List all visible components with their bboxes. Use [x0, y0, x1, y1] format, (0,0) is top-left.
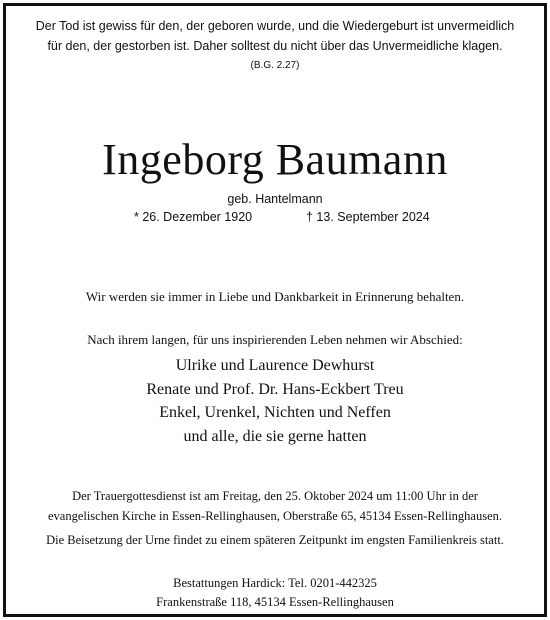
undertaker-info	[6, 574, 544, 612]
birth-date: * 26. Dezember 1920	[134, 210, 253, 224]
mourner-line: Renate und Prof. Dr. Hans-Eckbert Treu	[146, 380, 404, 398]
deceased-name: Ingeborg Baumann	[102, 135, 448, 184]
quote-line-1: Der Tod ist gewiss für den, der geboren wurde, und die Wiedergeburt ist unvermeidlich	[35, 19, 515, 33]
undertaker-line-1: Bestattungen Hardick: Tel. 0201-442325	[173, 576, 377, 590]
service-line-1: Der Trauergottesdienst ist am Freitag, den 25. Oktober 2024 um 11:00 Uhr in der	[72, 489, 478, 503]
obituary-frame	[3, 3, 547, 617]
farewell-text: Nach ihrem langen, für uns inspirierenden Leben nehmen wir Abschied:	[87, 332, 463, 347]
mourners-list	[6, 354, 544, 448]
burial-info: Die Beisetzung der Urne findet zu einem späteren Zeitpunkt im engsten Familienkreis statt.	[46, 533, 504, 547]
maiden-name: geb. Hantelmann	[227, 192, 323, 206]
quote	[6, 16, 544, 56]
quote-line-2: für den, der gestorben ist. Daher solltest du nicht über das Unvermeidliche klagen.	[47, 39, 503, 53]
memory-text: Wir werden sie immer in Liebe und Dankbarkeit in Erinnerung behalten.	[85, 289, 465, 304]
mourner-line: und alle, die sie gerne hatten	[183, 427, 367, 445]
death-date: † 13. September 2024	[306, 210, 430, 224]
service-line-2: evangelischen Kirche in Essen-Rellinghausen, Oberstraße 65, 45134 Essen-Rellinghausen.	[47, 509, 503, 523]
quote-reference: (B.G. 2.27)	[250, 60, 300, 71]
service-info	[6, 486, 544, 526]
life-dates	[6, 210, 544, 230]
mourner-line: Ulrike und Laurence Dewhurst	[175, 357, 375, 374]
undertaker-line-2: Frankenstraße 118, 45134 Essen-Rellinghausen	[156, 595, 394, 609]
mourner-line: Enkel, Urenkel, Nichten und Neffen	[159, 404, 391, 421]
